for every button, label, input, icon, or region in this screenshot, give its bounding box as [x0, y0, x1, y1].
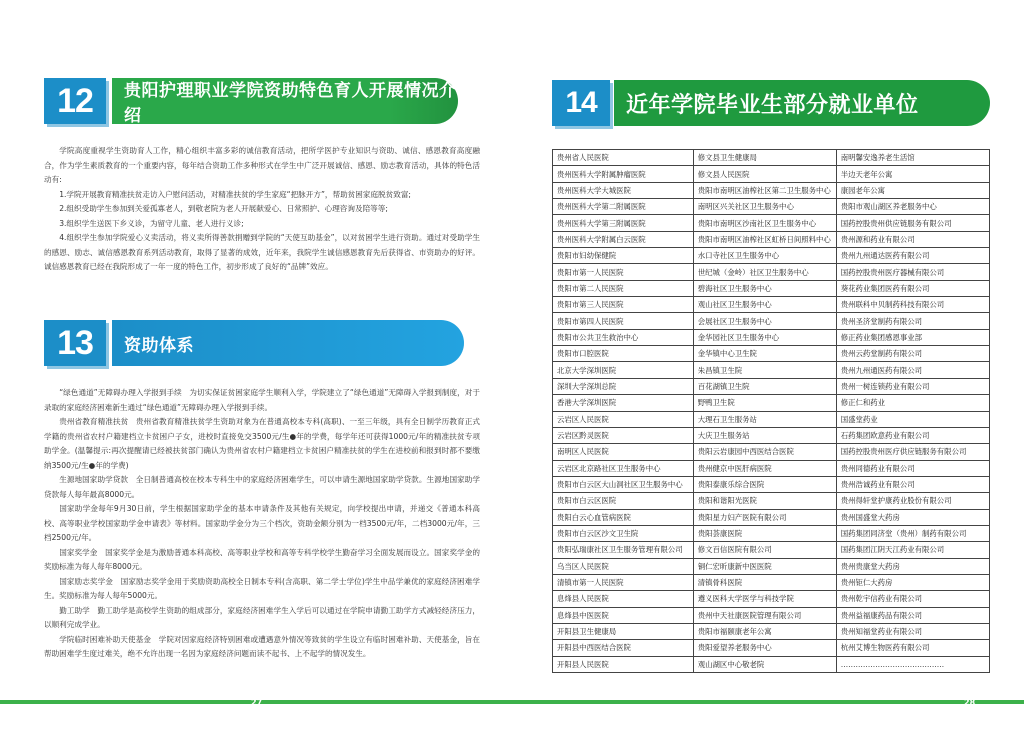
table-row: [553, 329, 990, 345]
table-cell: 观山湖区中心敬老院: [693, 656, 836, 672]
table-row: [553, 542, 990, 558]
table-cell: 国药集团江阴天江药业有限公司: [836, 542, 989, 558]
table-cell: 乌当区人民医院: [553, 558, 694, 574]
paragraph: 贵州省教育精准扶贫 贵州省教育精准扶贫学生资助对象为在普通高校本专科(高职)、一至三年级，具有全日制学历教育正式学籍的贵州省农村户籍建档立卡贫困户子女，进校时直接免交3500元/生●年的学费，每学年还可获得1000元/年的精准扶贫专项助学金。(温馨提示:再次提醒请已经被扶贫部门确认为贵州省农村户籍建档立卡贫困户精准扶贫的学生在进校前和报到时都不要缴纳3500元/生●年的学费): [44, 417, 480, 470]
right-page: [512, 0, 1024, 744]
table-cell: 贵州圣济堂制药有限公司: [836, 313, 989, 329]
paragraph: 国家励志奖学金 国家励志奖学金用于奖励资助高校全日制本专科(含高职、第二学士学位)学生中品学兼优的家庭经济困难学生。奖励标准为每人每年5000元。: [44, 576, 480, 600]
paragraph: 2.组织受助学生参加到关爱孤寡老人，到敬老院为老人开展献爱心、日常照护、心理咨询及陪等等;: [59, 204, 388, 213]
table-cell: 贵州一树连锁药业有限公司: [836, 378, 989, 394]
table-cell: 贵阳白云心血管病医院: [553, 509, 694, 525]
table-cell: ……………………………………: [836, 656, 989, 672]
table-cell: 贵阳荟康医院: [693, 525, 836, 541]
table-cell: 贵州医科大学第三附属医院: [553, 215, 694, 231]
table-cell: 贵阳市福颐康老年公寓: [693, 623, 836, 639]
table-cell: 修正药业集团感恩事业部: [836, 329, 989, 345]
table-cell: 半边天老年公寓: [836, 166, 989, 182]
table-cell: 贵州医科大学附属肿瘤医院: [553, 166, 694, 182]
table-cell: 贵州国盛堂大药房: [836, 509, 989, 525]
table-cell: 贵阳市妇幼保健院: [553, 248, 694, 264]
table-cell: 贵州九州通医药有限公司: [836, 362, 989, 378]
table-cell: 国药控股贵州供应链服务有限公司: [836, 215, 989, 231]
table-cell: 贵阳市第四人民医院: [553, 313, 694, 329]
table-cell: 金华园社区卫生服务中心: [693, 329, 836, 345]
table-cell: 北京大学深圳医院: [553, 362, 694, 378]
right-footer-bar: [512, 700, 1024, 704]
table-cell: 贵州医科大学附属白云医院: [553, 231, 694, 247]
table-row: [553, 313, 990, 329]
table-cell: 贵州医科大学大城医院: [553, 182, 694, 198]
table-row: [553, 623, 990, 639]
table-row: [553, 591, 990, 607]
section-13-header: [44, 320, 464, 366]
table-cell: 金华镇中心卫生院: [693, 346, 836, 362]
table-cell: 贵阳星力妇产医院有限公司: [693, 509, 836, 525]
table-row: [553, 656, 990, 672]
table-row: [553, 248, 990, 264]
table-row: [553, 362, 990, 378]
table-cell: 贵阳市观山湖区养老服务中心: [836, 199, 989, 215]
table-cell: 贵阳市口腔医院: [553, 346, 694, 362]
paragraph: 国家奖学金 国家奖学金是为激励普通本科高校、高等职业学校和高等专科学校学生勤奋学习全面发展而设立。国家奖学金的奖励标准为每人每年8000元。: [44, 547, 480, 571]
table-cell: 百花湖镇卫生院: [693, 378, 836, 394]
table-cell: 贵阳市南明区沙南社区卫生服务中心: [693, 215, 836, 231]
table-cell: 贵州医科大学第二附属医院: [553, 199, 694, 215]
table-row: [553, 395, 990, 411]
table-cell: 大庆卫生服务站: [693, 427, 836, 443]
section-13-body: [44, 386, 480, 662]
paragraph: 学院临时困难补助天使基金 学院对因家庭经济特别困难或遭遇意外情况等致贫的学生设立有临时困难补助、天使基金，旨在帮助困难学生度过难关，绝不允许出现一名因为家庭经济问题而读不起书、上不起学的情况发生。: [44, 634, 480, 658]
table-cell: 修文百信医院有限公司: [693, 542, 836, 558]
table-cell: 贵阳市第三人民医院: [553, 297, 694, 313]
table-cell: 贵州得轩堂护康药业股份有限公司: [836, 493, 989, 509]
table-row: [553, 444, 990, 460]
section-12-number: 12: [44, 78, 106, 124]
table-row: [553, 411, 990, 427]
table-cell: 国药控股贵州医疗供应链服务有限公司: [836, 444, 989, 460]
table-cell: 水口寺社区卫生服务中心: [693, 248, 836, 264]
table-cell: 清镇骨科医院: [693, 574, 836, 590]
table-row: [553, 607, 990, 623]
table-cell: 碧海社区卫生服务中心: [693, 280, 836, 296]
table-row: [553, 346, 990, 362]
table-cell: 野鸭卫生院: [693, 395, 836, 411]
table-cell: 贵阳爱望养老服务中心: [693, 640, 836, 656]
section-14-number: 14: [552, 80, 610, 126]
table-row: [553, 525, 990, 541]
section-12-header: [44, 78, 458, 124]
table-cell: 贵州贵康堂大药房: [836, 558, 989, 574]
table-cell: 贵阳弘瑞康社区卫生服务管理有限公司: [553, 542, 694, 558]
table-row: [553, 493, 990, 509]
table-cell: 贵阳泰康乐综合医院: [693, 476, 836, 492]
table-cell: 贵阳市白云区医院: [553, 493, 694, 509]
table-cell: 贵州中天社康医院管理有限公司: [693, 607, 836, 623]
paragraph: 勤工助学 勤工助学是高校学生资助的组成部分，家庭经济困难学生入学后可以通过在学院申请勤工助学方式减轻经济压力，以顺利完成学业。: [44, 605, 480, 629]
table-row: [553, 182, 990, 198]
table-cell: 铜仁宏昕康新中医医院: [693, 558, 836, 574]
table-row: [553, 166, 990, 182]
table-cell: 开阳县人民医院: [553, 656, 694, 672]
table-row: [553, 427, 990, 443]
table-cell: 朱昌镇卫生院: [693, 362, 836, 378]
table-cell: 贵阳市第二人民医院: [553, 280, 694, 296]
table-cell: 杭州艾博生物医药有限公司: [836, 640, 989, 656]
paragraph: “绿色通道”无障碍办理入学报到手续 为切实保证贫困家庭学生顺利入学，学院建立了“绿色通道”无障碍入学报到制度，对于录取的家庭经济困难新生通过“绿色通道”无障碍办理入学报到手续。: [44, 388, 480, 412]
table-cell: 贵州浩诚药业有限公司: [836, 476, 989, 492]
table-row: [553, 199, 990, 215]
table-row: [553, 297, 990, 313]
table-cell: 国药控股贵州医疗器械有限公司: [836, 264, 989, 280]
table-cell: 贵州同德药业有限公司: [836, 460, 989, 476]
table-cell: 清镇市第一人民医院: [553, 574, 694, 590]
table-cell: 贵阳市南明区油榨社区虹桥日间照料中心: [693, 231, 836, 247]
table-cell: 修文县卫生健康局: [693, 150, 836, 166]
table-cell: 南明区兴关社区卫生服务中心: [693, 199, 836, 215]
table-row: [553, 264, 990, 280]
table-cell: 会展社区卫生服务中心: [693, 313, 836, 329]
table-row: [553, 558, 990, 574]
table-cell: 深圳大学深圳总院: [553, 378, 694, 394]
table-row: [553, 378, 990, 394]
table-row: [553, 280, 990, 296]
table-row: [553, 215, 990, 231]
table-cell: 贵州知福堂药业有限公司: [836, 623, 989, 639]
table-row: [553, 574, 990, 590]
table-cell: 云岩区黔灵医院: [553, 427, 694, 443]
table-cell: 开阳县卫生健康局: [553, 623, 694, 639]
table-cell: 修正仁和药业: [836, 395, 989, 411]
table-cell: 贵州联科中贝制药科技有限公司: [836, 297, 989, 313]
table-cell: 贵阳市第一人民医院: [553, 264, 694, 280]
table-cell: 贵州云药堂制药有限公司: [836, 346, 989, 362]
table-cell: 贵阳市公共卫生救治中心: [553, 329, 694, 345]
table-cell: 息烽县人民医院: [553, 591, 694, 607]
table-cell: 云岩区北京路社区卫生服务中心: [553, 460, 694, 476]
table-row: [553, 231, 990, 247]
table-cell: 贵州九州通达医药有限公司: [836, 248, 989, 264]
table-row: [553, 150, 990, 166]
table-cell: 贵州钜仁大药房: [836, 574, 989, 590]
table-cell: 贵阳市白云区大山洞社区卫生服务中心: [553, 476, 694, 492]
table-cell: 贵阳云岩康园中西医结合医院: [693, 444, 836, 460]
table-row: [553, 640, 990, 656]
table-cell: 香港大学深圳医院: [553, 395, 694, 411]
section-14-title: 近年学院毕业生部分就业单位: [614, 80, 990, 126]
table-row: [553, 509, 990, 525]
left-page-number: 27: [251, 698, 263, 707]
paragraph: 1.学院开展教育精准扶贫走访入户慰问活动，对精准扶贫的学生家庭“把脉开方”，帮助贫困家庭脱贫致富;: [59, 189, 411, 199]
section-13-number: 13: [44, 320, 106, 366]
table-cell: 息烽县中医医院: [553, 607, 694, 623]
section-12-body: [44, 144, 480, 275]
section-12-title: 贵阳护理职业学院资助特色育人开展情况介绍: [112, 78, 458, 124]
table-cell: 贵州益福康药品有限公司: [836, 607, 989, 623]
right-page-number: 28: [964, 698, 976, 707]
table-cell: 国盛堂药业: [836, 411, 989, 427]
employer-table: [552, 149, 990, 673]
table-cell: 贵州省人民医院: [553, 150, 694, 166]
paragraph: 学院高度重视学生资助育人工作，精心组织丰富多彩的诚信教育活动，把所学医护专业知识与资助、诚信、感恩教育高度融合，作为学生素质教育的一个重要内容，每年结合资助工作多种形式在学生中广泛开展诚信、感恩、励志教育活动，具体的特色活动有:: [44, 146, 480, 184]
section-14-header: [552, 80, 990, 126]
table-row: [553, 476, 990, 492]
table-cell: 贵州健京中医肝病医院: [693, 460, 836, 476]
table-cell: 修文县人民医院: [693, 166, 836, 182]
table-cell: 南明区人民医院: [553, 444, 694, 460]
paragraph: 国家助学金每年9月30日前，学生根据国家助学金的基本申请条件及其他有关规定，向学校提出申请，并递交《普通本科高校、高等职业学校国家助学金申请表》等材料。国家助学金分为三个档次，资助金额分别为一档3500元/年，二档3000元/年，三档2500元/年。: [44, 504, 480, 542]
section-13-title: 资助体系: [112, 320, 464, 366]
table-cell: 大理石卫生服务站: [693, 411, 836, 427]
table-cell: 贵州乾宇信药业有限公司: [836, 591, 989, 607]
table-cell: 开阳县中西医结合医院: [553, 640, 694, 656]
table-cell: 康园老年公寓: [836, 182, 989, 198]
table-row: [553, 460, 990, 476]
table-cell: 国药集团同济堂（贵州）制药有限公司: [836, 525, 989, 541]
paragraph: 生源地国家助学贷款 全日制普通高校在校本专科生中的家庭经济困难学生，可以申请生源地国家助学贷款。生源地国家助学贷款每人每年最高8000元。: [44, 475, 480, 499]
table-cell: 贵阳市白云区沙文卫生院: [553, 525, 694, 541]
table-cell: 遵义医科大学医学与科技学院: [693, 591, 836, 607]
table-cell: 贵阳市南明区油榨社区第二卫生服务中心: [693, 182, 836, 198]
table-cell: 石药集团欧意药业有限公司: [836, 427, 989, 443]
table-cell: 世纪城（金岭）社区卫生服务中心: [693, 264, 836, 280]
table-cell: 葵花药业集团医药有限公司: [836, 280, 989, 296]
table-cell: 观山社区卫生服务中心: [693, 297, 836, 313]
paragraph: 3.组织学生送医下乡义诊，为留守儿童、老人进行义诊;: [59, 218, 244, 228]
table-cell: 云岩区人民医院: [553, 411, 694, 427]
paragraph: 4.组织学生参加学院爱心义卖活动，将义卖所得善款捐赠到学院的“天使互助基金”，以对贫困学生进行资助。通过对受助学生的感恩、励志、诚信感恩教育系列活动教育，取得了显著的成效，近年来，我院学生诚信感恩教育先后获得省、市资助办的好评。诚信感恩教育已经在我院形成了一年一度的特色工作，初步形成了良好的“品牌”效应。: [44, 233, 480, 271]
table-cell: 南明馨安逸养老生活馆: [836, 150, 989, 166]
table-cell: 贵州源和药业有限公司: [836, 231, 989, 247]
table-cell: 贵阳和谐阳光医院: [693, 493, 836, 509]
